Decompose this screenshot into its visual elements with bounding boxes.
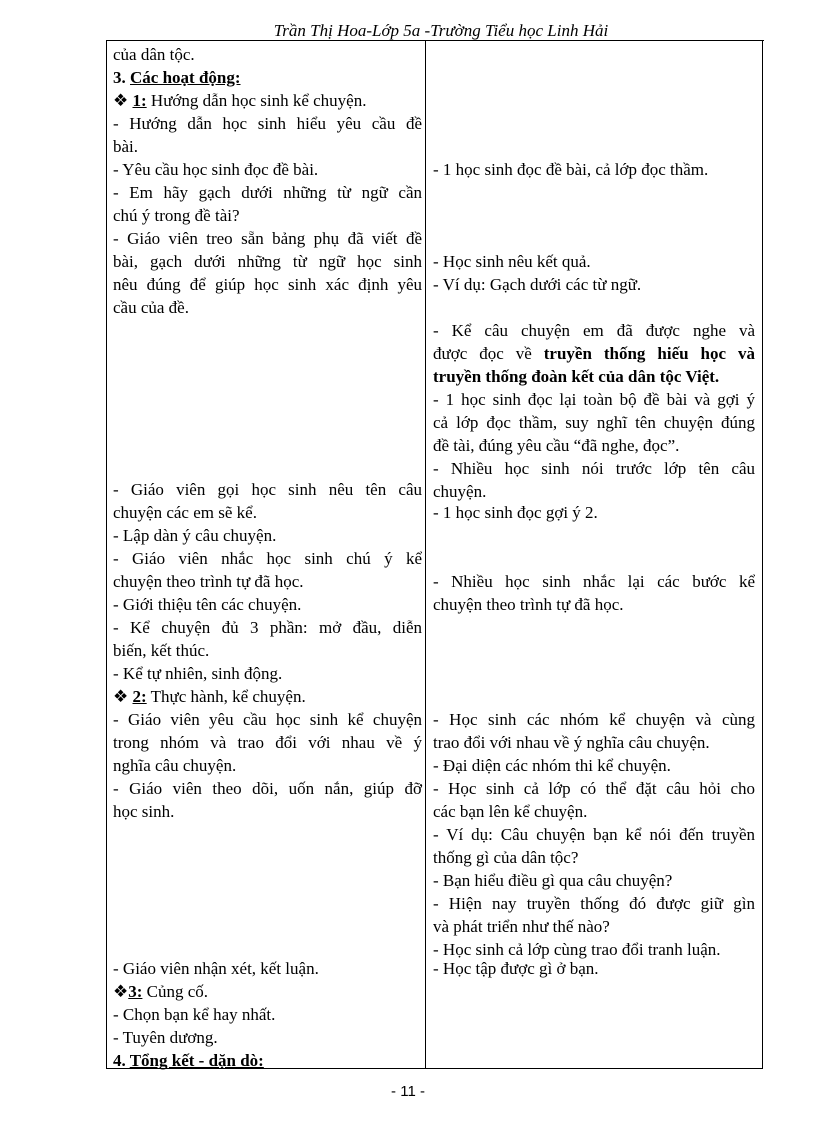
- right-line: - Kể câu chuyện em đã được nghe và: [433, 321, 755, 340]
- right-line: - Học sinh cả lớp có thể đặt câu hỏi cho: [433, 779, 755, 798]
- right-line: - Ví dụ: Câu chuyện bạn kể nói đến truyền: [433, 825, 755, 844]
- right-line: - Ví dụ: Gạch dưới các từ ngữ.: [433, 275, 642, 294]
- right-line: - Nhiều học sinh nhắc lại các bước kể: [433, 572, 755, 591]
- diamond-bullet-icon: ❖: [113, 982, 129, 1001]
- right-line: - Học sinh cả lớp cùng trao đổi tranh luận.: [433, 940, 721, 959]
- page-header: Trần Thị Hoa-Lớp 5a -Trường Tiểu học Linh Hải: [118, 20, 764, 41]
- left-line: nêu đúng để giúp học sinh xác định yêu: [113, 275, 422, 294]
- activity-heading: ❖ 2: Thực hành, kể chuyện.: [113, 687, 306, 706]
- right-line: - Học sinh nêu kết quả.: [433, 252, 591, 271]
- left-line: chuyện theo trình tự đã học.: [113, 572, 304, 591]
- right-line: cả lớp đọc thầm, suy nghĩ tên chuyện đúng: [433, 413, 755, 432]
- lesson-table: [106, 40, 763, 1069]
- left-line: - Giáo viên nhắc học sinh chú ý kể: [113, 549, 422, 568]
- left-line: bài, gạch dưới những từ ngữ học sinh: [113, 252, 422, 271]
- left-line: - Giới thiệu tên các chuyện.: [113, 595, 302, 614]
- page-number: - 11 -: [391, 1083, 425, 1100]
- right-line: - 1 học sinh đọc lại toàn bộ đề bài và gợi ý: [433, 390, 755, 409]
- right-line: - Đại diện các nhóm thi kể chuyện.: [433, 756, 671, 775]
- section-heading: 3. Các hoạt động:: [113, 68, 241, 87]
- left-line: biến, kết thúc.: [113, 641, 210, 660]
- left-line: - Giáo viên nhận xét, kết luận.: [113, 959, 319, 978]
- left-line: - Giáo viên yêu cầu học sinh kể chuyện: [113, 710, 422, 729]
- left-line: - Yêu cầu học sinh đọc đề bài.: [113, 160, 319, 179]
- right-line: chuyện theo trình tự đã học.: [433, 595, 624, 614]
- right-line: truyền thống đoàn kết của dân tộc Việt.: [433, 367, 720, 386]
- activity-heading: ❖3: Củng cố.: [113, 982, 209, 1001]
- left-line: bài.: [113, 137, 139, 156]
- left-line: - Tuyên dương.: [113, 1028, 218, 1047]
- left-line: - Giáo viên gọi học sinh nêu tên câu: [113, 480, 422, 499]
- left-line: nghĩa câu chuyện.: [113, 756, 237, 775]
- left-line: trong nhóm và trao đổi với nhau về ý: [113, 733, 422, 752]
- left-line: - Em hãy gạch dưới những từ ngữ cần: [113, 183, 422, 202]
- left-line: học sinh.: [113, 802, 175, 821]
- right-line: - Học tập được gì ở bạn.: [433, 959, 599, 978]
- right-line: - Nhiều học sinh nói trước lớp tên câu: [433, 459, 755, 478]
- right-line: - 1 học sinh đọc gợi ý 2.: [433, 503, 598, 522]
- left-line: chuyện các em sẽ kể.: [113, 503, 257, 522]
- right-line: các bạn lên kể chuyện.: [433, 802, 588, 821]
- left-line: cầu của đề.: [113, 298, 189, 317]
- left-line: - Chọn bạn kể hay nhất.: [113, 1005, 276, 1024]
- right-line: thống gì của dân tộc?: [433, 848, 579, 867]
- right-line: trao đổi với nhau về ý nghĩa câu chuyện.: [433, 733, 710, 752]
- left-line: - Hướng dẫn học sinh hiểu yêu cầu đề: [113, 114, 422, 133]
- right-line: - Học sinh các nhóm kể chuyện và cùng: [433, 710, 755, 729]
- right-line: được đọc về truyền thống hiếu học và: [433, 344, 755, 363]
- left-line: - Kể tự nhiên, sinh động.: [113, 664, 283, 683]
- left-line: - Lập dàn ý câu chuyện.: [113, 526, 277, 545]
- right-line: đề tài, đúng yêu cầu “đã nghe, đọc”.: [433, 436, 680, 455]
- left-line: - Giáo viên theo dõi, uốn nắn, giúp đỡ: [113, 779, 422, 798]
- section-heading: 4. Tổng kết - dặn dò:: [113, 1051, 264, 1070]
- right-line: và phát triển như thế nào?: [433, 917, 610, 936]
- right-line: - 1 học sinh đọc đề bài, cả lớp đọc thầm.: [433, 160, 709, 179]
- right-line: chuyện.: [433, 482, 487, 501]
- diamond-bullet-icon: ❖: [113, 687, 129, 706]
- right-line: - Bạn hiểu điều gì qua câu chuyện?: [433, 871, 673, 890]
- left-line: - Kể chuyện đủ 3 phần: mở đầu, diễn: [113, 618, 422, 637]
- left-line: - Giáo viên treo sẵn bảng phụ đã viết đề: [113, 229, 422, 248]
- left-line: chú ý trong đề tài?: [113, 206, 240, 225]
- activity-heading: ❖ 1: Hướng dẫn học sinh kể chuyện.: [113, 91, 367, 110]
- column-divider: [425, 41, 426, 1068]
- left-line: của dân tộc.: [113, 45, 195, 64]
- diamond-bullet-icon: ❖: [113, 91, 129, 110]
- right-line: - Hiện nay truyền thống đó được giữ gìn: [433, 894, 755, 913]
